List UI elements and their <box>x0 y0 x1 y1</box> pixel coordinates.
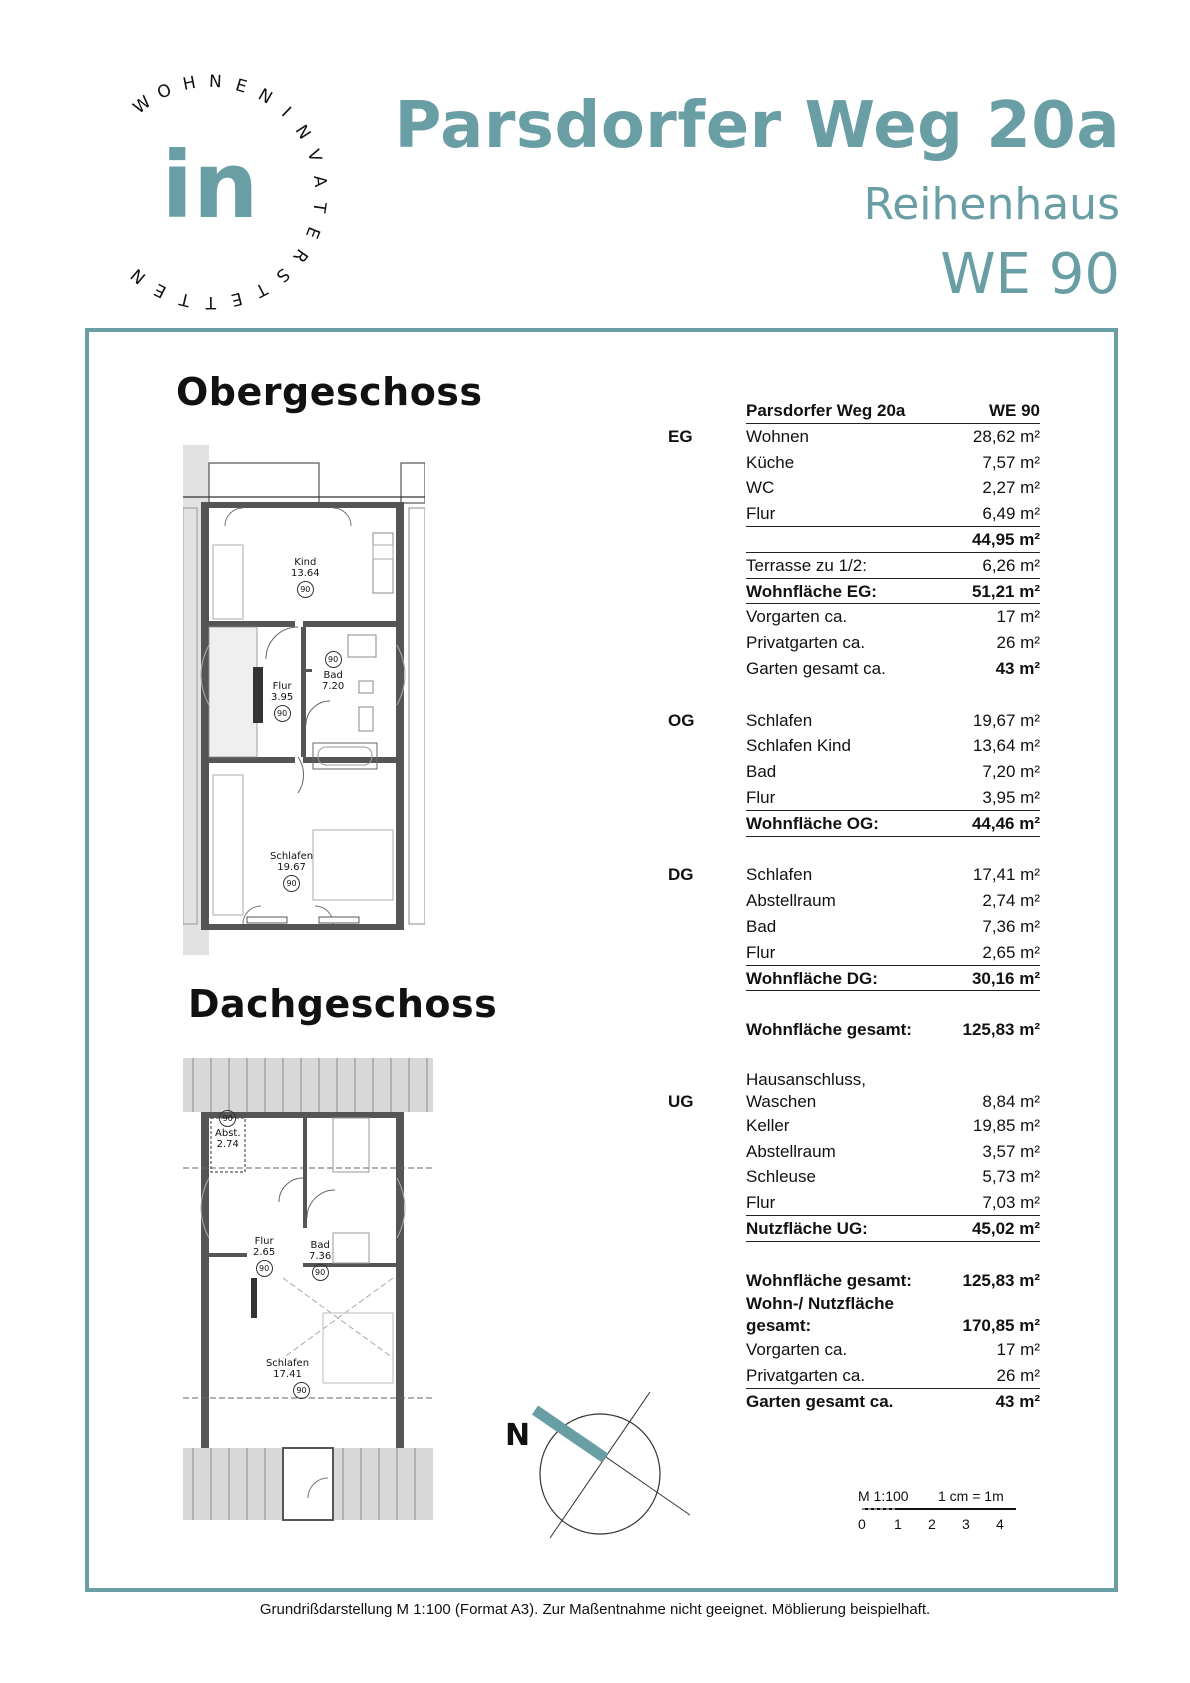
area-row <box>710 475 1040 501</box>
logo-ring-letter: A <box>308 174 331 189</box>
area-value: 125,83 m² <box>962 1020 1040 1040</box>
og-title: Obergeschoss <box>176 370 483 414</box>
area-value: 19,67 m² <box>972 710 1040 730</box>
logo-mark: in <box>161 132 259 239</box>
scale-tick-label: 2 <box>928 1516 936 1532</box>
area-label: Flur <box>746 1193 776 1213</box>
area-row <box>710 759 1040 785</box>
area-row <box>710 1139 1040 1165</box>
area-table-header <box>710 398 1040 424</box>
area-value: 44,95 m² <box>971 529 1040 549</box>
area-value: 43 m² <box>995 658 1040 678</box>
area-value: 7,57 m² <box>982 452 1040 472</box>
area-row <box>710 1216 1040 1242</box>
room-tag-flur-og: 90 <box>274 705 291 722</box>
area-value: 7,36 m² <box>982 916 1040 936</box>
logo-ring-letter: E <box>233 75 250 98</box>
area-label: Garten gesamt ca. <box>746 1391 894 1411</box>
area-spacer <box>710 991 1040 1017</box>
logo-ring-letter: N <box>254 84 276 109</box>
area-row <box>710 1113 1040 1139</box>
area-label: Vorgarten ca. <box>746 1340 848 1360</box>
scale-label: M 1:100 <box>858 1488 909 1504</box>
logo <box>80 62 340 322</box>
area-row <box>710 527 1040 553</box>
area-row <box>710 888 1040 914</box>
area-label: Wohnfläche gesamt: <box>746 1020 912 1040</box>
area-row <box>668 1069 1040 1113</box>
area-value: 28,62 m² <box>972 426 1040 446</box>
room-area-abst: 2.74 <box>216 1139 239 1150</box>
area-group: EG <box>668 426 693 446</box>
logo-ring-letter: N <box>127 264 151 288</box>
room-area-bad-og: 7.20 <box>322 681 345 692</box>
logo-ring-letter: W <box>129 92 156 119</box>
dg-floor-plan <box>183 1058 433 1528</box>
area-value: 3,57 m² <box>982 1141 1040 1161</box>
room-tag-schlafen-og: 90 <box>283 875 300 892</box>
area-header-label: Parsdorfer Weg 20a <box>746 401 906 420</box>
room-area-schlafen-dg: 17.41 <box>273 1369 302 1380</box>
area-group: DG <box>668 865 694 885</box>
area-value: 13,64 m² <box>972 736 1040 756</box>
area-row <box>710 1389 1040 1415</box>
area-row <box>710 604 1040 630</box>
logo-ring-letter: E <box>228 287 245 310</box>
area-label: Nutzfläche UG: <box>746 1218 868 1238</box>
area-row <box>668 708 1040 734</box>
footer-note: Grundrißdarstellung M 1:100 (Format A3). Zur Maßentnahme nicht geeignet. Möblierung beispielhaft. <box>259 1601 931 1618</box>
area-row <box>668 424 1040 450</box>
scale-tick-label: 0 <box>858 1516 866 1532</box>
logo-ring-letter: T <box>205 291 217 313</box>
area-row <box>710 1363 1040 1389</box>
area-label: Privatgarten ca. <box>746 1366 866 1386</box>
compass-north-label: N <box>505 1418 531 1453</box>
area-rows <box>668 424 1040 1415</box>
logo-ring-letter: S <box>271 263 294 286</box>
area-label: Bad <box>746 916 777 936</box>
area-row <box>710 1190 1040 1216</box>
area-value: 17 m² <box>996 607 1040 627</box>
area-label: Hausanschluss, Waschen <box>746 1069 867 1111</box>
logo-ring-letter: N <box>290 121 315 144</box>
area-label: Schlafen <box>746 865 813 885</box>
area-label: Wohn-/ Nutzfläche gesamt: <box>746 1294 894 1336</box>
area-value: 26 m² <box>996 1366 1040 1386</box>
room-area-bad-dg: 7.36 <box>309 1251 332 1262</box>
scale-tick-label: 4 <box>996 1516 1004 1532</box>
area-header-value: WE 90 <box>988 401 1040 420</box>
area-row <box>710 733 1040 759</box>
area-row <box>710 1164 1040 1190</box>
area-label: Flur <box>746 504 776 524</box>
address-title: Parsdorfer Weg 20a <box>394 89 1120 163</box>
area-label: Wohnen <box>746 426 810 446</box>
room-label-abst: Abst. <box>215 1128 241 1139</box>
north-arrow <box>505 1380 695 1540</box>
area-value: 2,27 m² <box>982 478 1040 498</box>
area-row <box>710 1337 1040 1363</box>
area-spacer <box>710 1242 1040 1268</box>
room-area-flur-dg: 2.65 <box>253 1247 276 1258</box>
area-label: Wohnfläche gesamt: <box>746 1270 912 1290</box>
area-row <box>710 1293 1040 1337</box>
house-type: Reihenhaus <box>863 178 1120 230</box>
area-value: 7,03 m² <box>982 1193 1040 1213</box>
area-value: 44,46 m² <box>971 813 1040 833</box>
area-row <box>710 1017 1040 1043</box>
area-value: 6,49 m² <box>982 504 1040 524</box>
area-value: 3,95 m² <box>982 787 1040 807</box>
logo-ring-letter: E <box>301 223 324 242</box>
area-label: Wohnfläche DG: <box>746 968 878 988</box>
area-value: 45,02 m² <box>971 1218 1040 1238</box>
area-spacer <box>710 682 1040 708</box>
area-group: UG <box>668 1091 694 1111</box>
area-value: 51,21 m² <box>971 581 1040 601</box>
title-block <box>394 90 1120 308</box>
room-tag-kind: 90 <box>297 581 314 598</box>
area-label: Schlafen <box>746 710 813 730</box>
room-tag-abst: 90 <box>219 1110 236 1127</box>
area-label: Garten gesamt ca. <box>746 658 886 678</box>
area-label: Vorgarten ca. <box>746 607 848 627</box>
area-label: Privatgarten ca. <box>746 633 866 653</box>
area-row <box>710 501 1040 527</box>
area-label: Abstellraum <box>746 1141 836 1161</box>
area-row <box>710 966 1040 992</box>
area-value: 17,41 m² <box>972 865 1040 885</box>
area-spacer <box>710 837 1040 863</box>
area-row <box>668 862 1040 888</box>
area-value: 2,74 m² <box>982 891 1040 911</box>
area-label: Wohnfläche EG: <box>746 581 877 601</box>
area-value: 17 m² <box>996 1340 1040 1360</box>
room-tag-flur-dg: 90 <box>256 1260 273 1277</box>
room-tag-bad-dg: 90 <box>312 1264 329 1281</box>
scale-bar <box>858 1488 1028 1538</box>
area-row <box>710 811 1040 837</box>
compass-icon <box>505 1380 695 1540</box>
logo-ring-letter: I <box>277 103 295 122</box>
room-area-flur-og: 3.95 <box>271 692 294 703</box>
area-row <box>710 1268 1040 1294</box>
og-floor-plan <box>183 445 425 955</box>
area-row <box>710 450 1040 476</box>
room-label-bad-dg: Bad <box>310 1240 330 1251</box>
area-row <box>710 785 1040 811</box>
logo-ring-letter: V <box>302 147 326 165</box>
area-spacer <box>710 1043 1040 1069</box>
room-label-schlafen-dg: Schlafen <box>265 1358 310 1369</box>
logo-ring-letter: O <box>154 79 175 104</box>
room-area-schlafen-og: 19.67 <box>277 862 306 873</box>
area-label: Abstellraum <box>746 891 836 911</box>
logo-emblem <box>80 62 340 322</box>
area-label: Küche <box>746 452 795 472</box>
scale-unit: 1 cm = 1m <box>938 1488 1004 1504</box>
area-label: Schlafen Kind <box>746 736 851 756</box>
room-label-flur-og: Flur <box>272 681 292 692</box>
room-area-kind: 13.64 <box>291 568 320 579</box>
area-value: 43 m² <box>995 1391 1040 1411</box>
room-label-kind: Kind <box>294 557 317 568</box>
scale-tick-label: 3 <box>962 1516 970 1532</box>
logo-ring-letter: H <box>181 72 198 95</box>
logo-ring-letter: R <box>288 244 312 266</box>
area-row <box>710 656 1040 682</box>
area-value: 125,83 m² <box>962 1270 1040 1290</box>
area-row <box>710 553 1040 579</box>
area-table <box>668 398 1040 1415</box>
logo-ring-letter: T <box>251 278 271 301</box>
area-label: WC <box>746 478 775 498</box>
area-value: 26 m² <box>996 633 1040 653</box>
area-value: 2,65 m² <box>982 942 1040 962</box>
area-row <box>710 579 1040 605</box>
area-value: 5,73 m² <box>982 1167 1040 1187</box>
area-group: OG <box>668 710 695 730</box>
area-value: 30,16 m² <box>971 968 1040 988</box>
scale-line <box>858 1505 1028 1515</box>
area-label: Terrasse zu 1/2: <box>746 555 867 575</box>
room-label-flur-dg: Flur <box>254 1236 274 1247</box>
area-value: 19,85 m² <box>972 1115 1040 1135</box>
logo-ring-letter: T <box>177 288 193 311</box>
area-label: Schleuse <box>746 1167 816 1187</box>
area-value: 6,26 m² <box>982 555 1040 575</box>
area-value: 170,85 m² <box>962 1316 1040 1336</box>
area-label: Keller <box>746 1115 790 1135</box>
room-tag-bad-og: 90 <box>325 651 342 668</box>
logo-ring-letter: N <box>208 71 223 93</box>
area-label: Flur <box>746 942 776 962</box>
dg-title: Dachgeschoss <box>188 982 498 1026</box>
room-label-bad-og: Bad <box>323 670 343 681</box>
area-value: 7,20 m² <box>982 762 1040 782</box>
area-row <box>710 630 1040 656</box>
logo-ring-letter: T <box>308 200 330 214</box>
area-label: Flur <box>746 787 776 807</box>
room-label-schlafen-og: Schlafen <box>270 851 314 862</box>
scale-tick-label: 1 <box>894 1516 902 1532</box>
area-label: Bad <box>746 762 777 782</box>
unit-number: WE 90 <box>940 241 1120 307</box>
area-value: 8,84 m² <box>982 1091 1040 1111</box>
logo-ring-letter: E <box>151 278 170 302</box>
room-tag-schlafen-dg: 90 <box>293 1382 310 1399</box>
area-row <box>710 914 1040 940</box>
area-row <box>710 940 1040 966</box>
area-label: Wohnfläche OG: <box>746 813 879 833</box>
